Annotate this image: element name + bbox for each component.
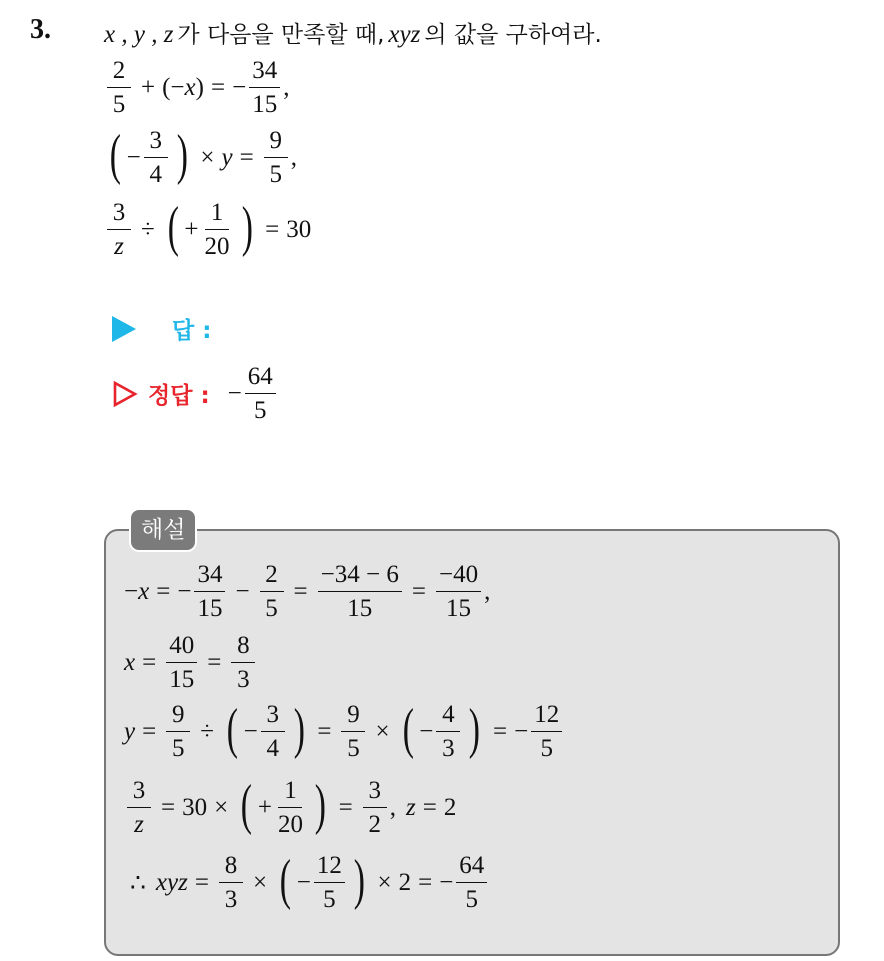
question-product: xyz: [388, 21, 421, 48]
answer-row: [112, 312, 211, 345]
solution-tab: 해설: [129, 508, 197, 552]
question-number: 3.: [30, 14, 51, 45]
condition-equation-2: ( − $\frac{3}{4}$ ) × y = $\frac{9}{5}$ ,: [109, 123, 297, 188]
play-triangle-outline-icon: [112, 380, 138, 408]
correct-answer-value: − $\frac{64}{5}$: [228, 364, 279, 423]
question-text-end: 의 값을 구하여라.: [424, 22, 602, 48]
question-vars: x , y , z: [104, 21, 174, 48]
question-text-main: 가 다음을 만족할 때,: [177, 22, 385, 48]
solution-step-2: x = $\frac{40}{15}$ = $\frac{8}{3}$: [124, 633, 258, 692]
question-text: [104, 16, 602, 49]
correct-answer-row: [112, 364, 279, 423]
solution-step-5: ∴ xyz = $\frac{8}{3}$ × ( − $\frac{12}{5}$ ) × 2 = − $\frac{64}{5}$: [130, 853, 490, 912]
play-triangle-filled-icon: [112, 316, 136, 342]
condition-equation-3: $\frac{3}{z}$ ÷ ( + $\frac{1}{20}$ ) = 30: [104, 200, 311, 259]
solution-step-3: y = $\frac{9}{5}$ ÷ ( − $\frac{3}{4}$ ) = $\frac{9}{5}$ × ( − $\frac{4}{3}$ ) = − $\frac{12}{5}$: [124, 702, 565, 761]
correct-answer-label: 정답 :: [148, 383, 210, 409]
solution-step-1: − x = − $\frac{34}{15}$ − $\frac{2}{5}$ = $\frac{-34 - 6}{15}$ = $\frac{-40}{15}$ ,: [124, 561, 491, 622]
solution-step-4: $\frac{3}{z}$ = 30 × ( + $\frac{1}{20}$ ) = $\frac{3}{2}$ , z = 2: [124, 778, 456, 837]
correct-answer-num: 64: [245, 364, 276, 394]
correct-answer-den: 5: [254, 397, 267, 424]
condition-equation-1: $\frac{2}{5}$ + (− x ) = − $\frac{34}{15}$ ,: [104, 58, 289, 117]
answer-label: 답 :: [172, 318, 212, 344]
